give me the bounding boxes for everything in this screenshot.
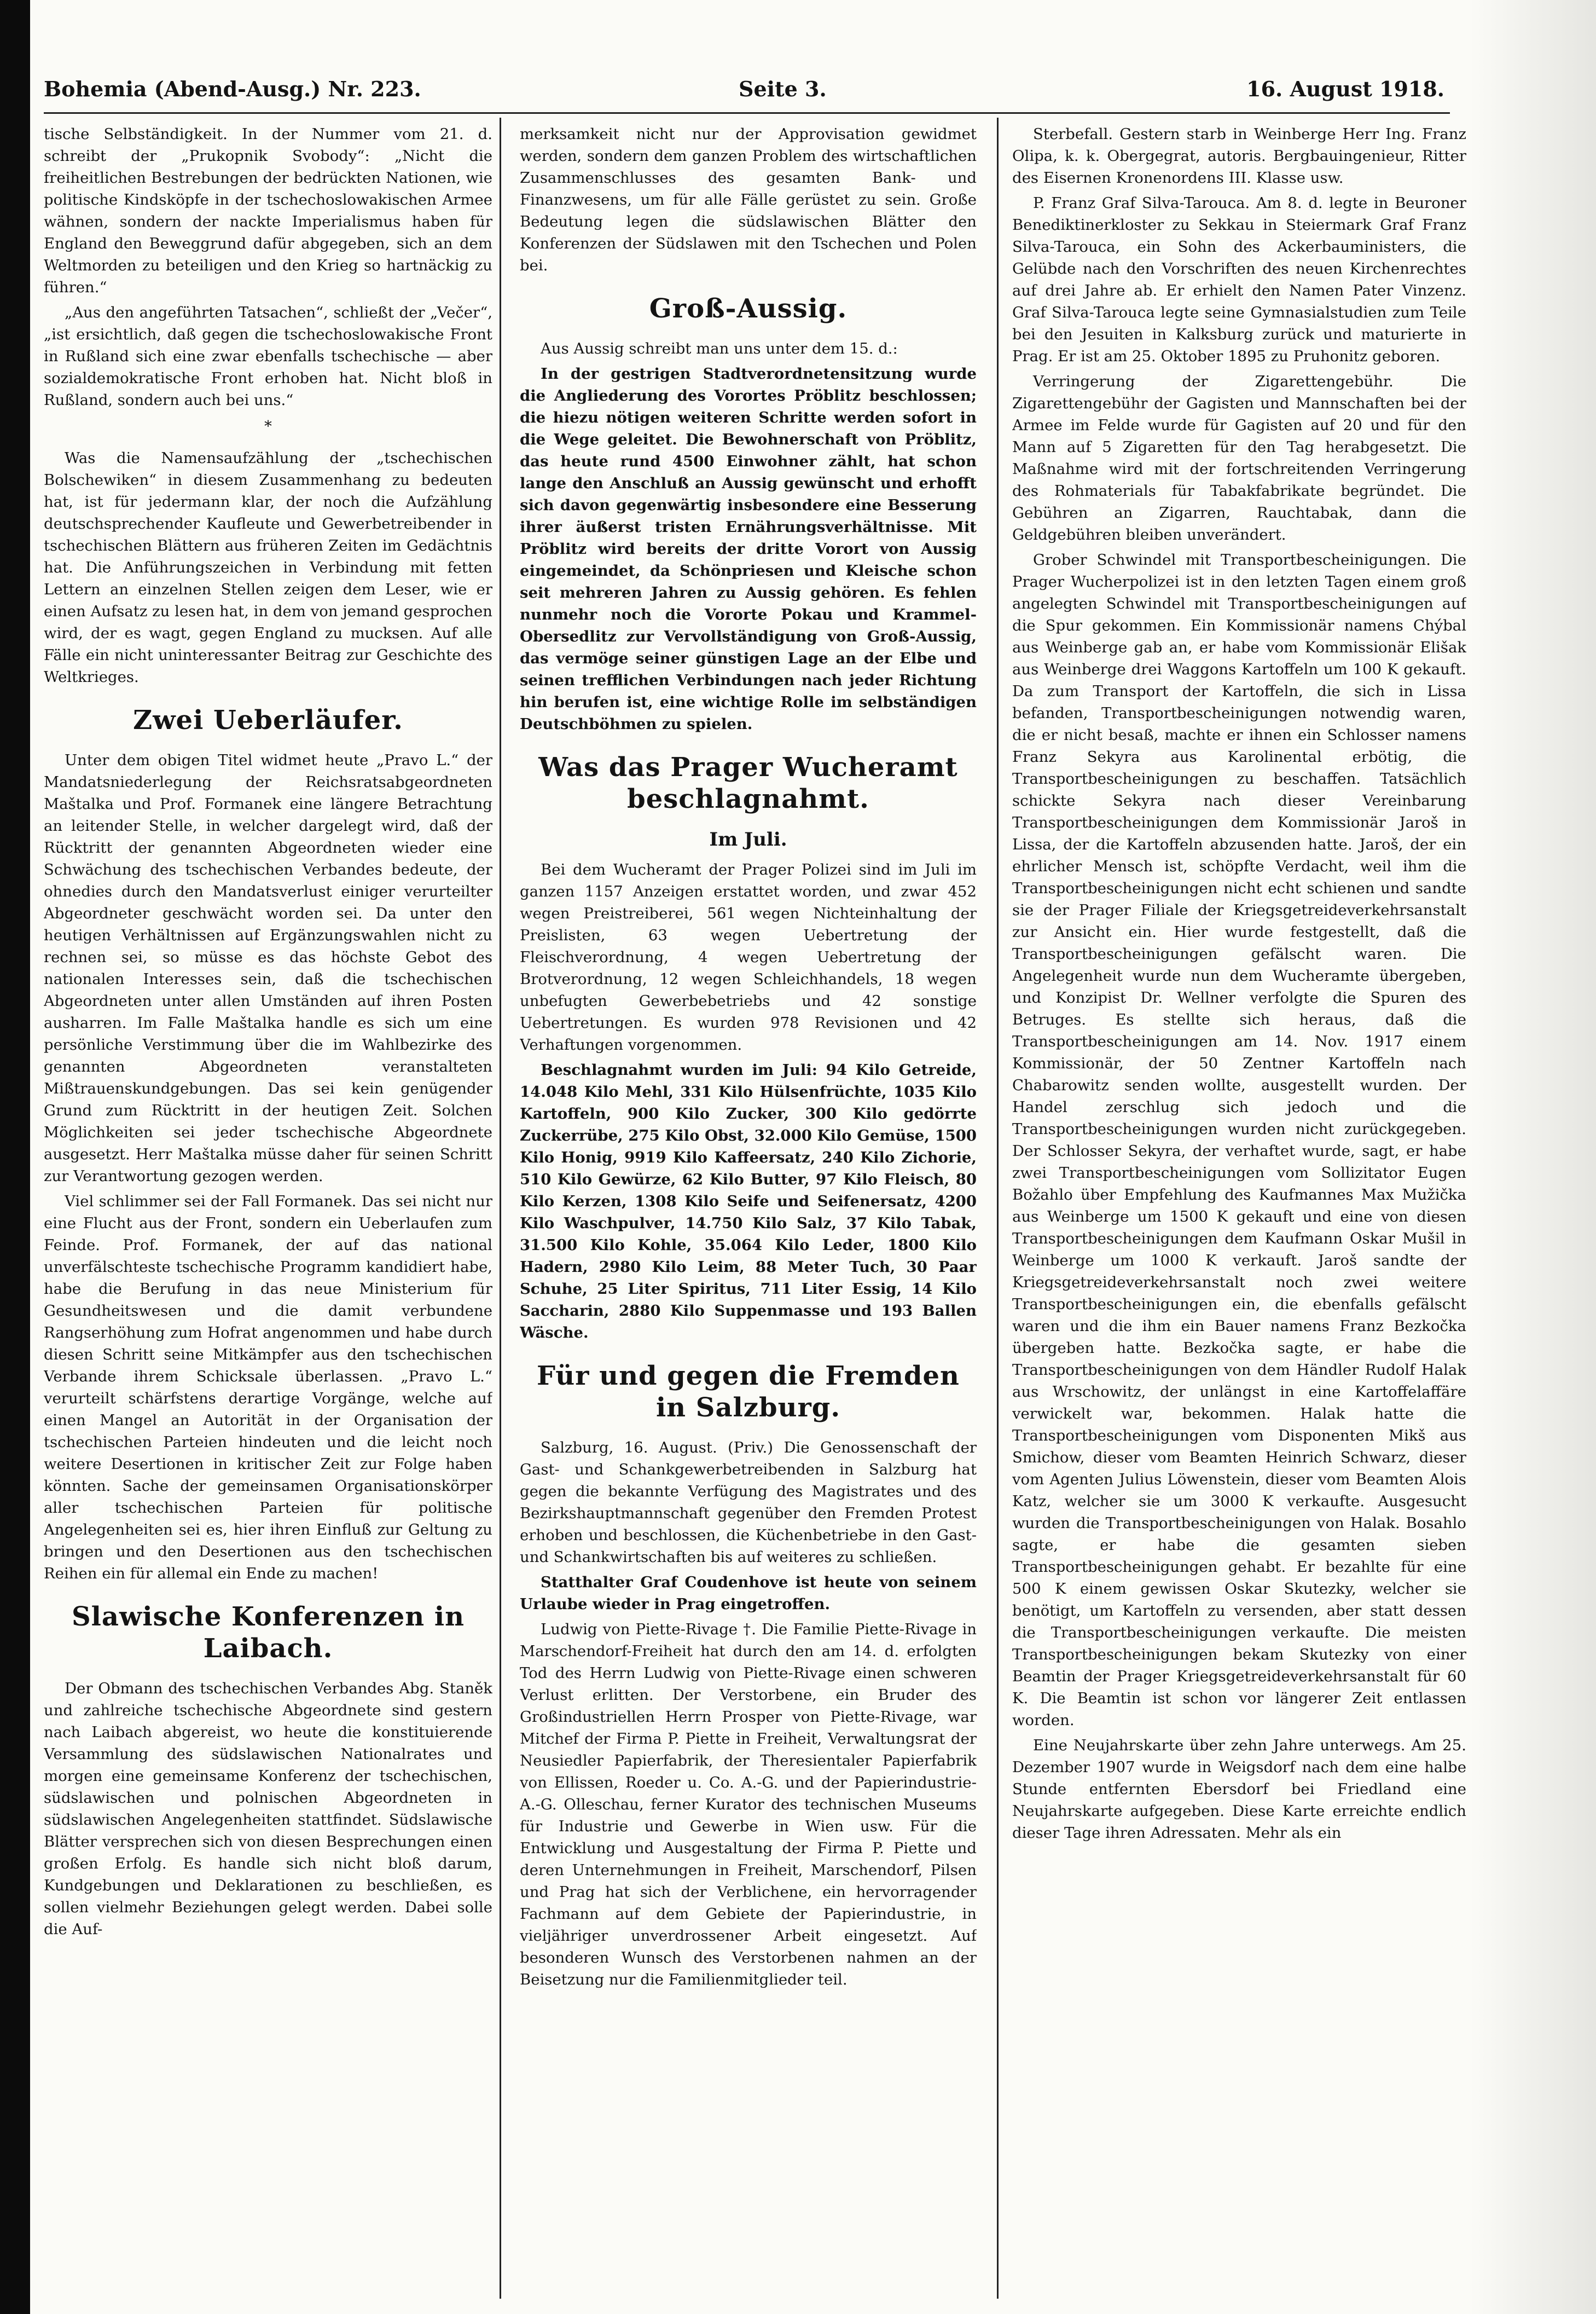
- article-text: Salzburg, 16. August. (Priv.) Die Genossenschaft der Gast- und Schankgewerbetreibenden in Salzburg hat gegen die bekannte Verfügung des Magistrates und des Bezirkshauptmannschaft gegenüber den Fremden Protest erhoben und beschlossen, die Küchenbetriebe in den Gast- und Schankwirtschaften bis auf weiteres zu schließen.: [520, 1439, 977, 1566]
- section-divider: *: [264, 418, 272, 435]
- headline-gross-aussig: Groß-Aussig.: [649, 293, 848, 324]
- header-page-number: Seite 3.: [739, 77, 827, 101]
- article-text: Verringerung der Zigarettengebühr. Die Zigarettengebühr der Gagisten und Mannschaften bei der Armee im Felde wurde für Gagisten auf 20 und für den Mann auf 5 Zigaretten für den Tag herabgesetzt. Die Maßnahme wird mit der fortschreitenden Verringerung des Rohmaterials für Tabakfabrikate begründet. Die Gebühren an Zigarren, Rauchtabak, dann die Geldgebühren bleiben unverändert.: [1012, 373, 1466, 543]
- column-rule-1: [500, 118, 501, 2299]
- article-text: Der Obmann des tschechischen Verbandes Abg. Staněk und zahlreiche tschechische Abgeordnete sind gestern nach Laibach abgereist, wo heute die konstituierende Versammlung des südslawischen Nationalrates und morgen eine gemeinsame Konferenz der tschechischen, südslawischen und polnischen Abgeordneten in südslawischen Angelegenheiten stattfindet. Südslawische Blätter versprechen sich von diesen Besprechungen einen großen Erfolg. Es handle sich nicht bloß darum, Kundgebungen und Deklarationen zu beschließen, es sollen vielmehr Beziehungen gelegt werden. Dabei solle die Auf-: [44, 1680, 492, 1938]
- column-2: [520, 123, 977, 2296]
- page-header: [44, 77, 1444, 109]
- article-text: Bei dem Wucheramt der Prager Polizei sind im Juli im ganzen 1157 Anzeigen erstattet worden, und zwar 452 wegen Preistreiberei, 561 wegen Nichteinhaltung der Preislisten, 63 wegen Uebertretung der Fleischverordnung, 4 wegen Uebertretung der Brotverordnung, 12 wegen Schleichhandels, 18 wegen unbefugten Gewerbebetriebs und 42 sonstige Uebertretungen. Es wurden 978 Revisionen und 42 Verhaftungen vorgenommen.: [520, 861, 977, 1054]
- header-date: 16. August 1918.: [1246, 77, 1444, 101]
- article-text: Unter dem obigen Titel widmet heute „Pravo L.“ der Mandatsniederlegung der Reichsratsabgeordneten Maštalka und Prof. Formanek eine längere Betrachtung an leitender Stelle, in welcher dargelegt wird, daß der Rücktritt der genannten Abgeordneten wieder eine Schwächung des tschechischen Verbandes bedeute, der ohnedies durch den Mandatsverlust einiger verurteilter Abgeordneter geschwächt worden sei. Da unter den heutigen Verhältnissen auf Ergänzungswahlen nicht zu rechnen sei, so müsse es das höchste Gebot des nationalen Interesses sein, daß die tschechischen Abgeordneten unter allen Umständen auf ihren Posten ausharren. Im Falle Maštalka handle es sich um eine persönliche Verstimmung über die im Wahlbezirke des genannten Abgeordneten veranstalteten Mißtrauenskundgebungen. Das sei kein genügender Grund zum Rücktritt in der heutigen Zeit. Solchen Möglichkeiten sei jeder tschechische Abgeordnete ausgesetzt. Herr Maštalka müsse daher für seinen Schritt zur Verantwortung gezogen werden.: [44, 751, 492, 1185]
- article-text: P. Franz Graf Silva-Tarouca. Am 8. d. legte in Beuroner Benediktinerkloster zu Sekkau in Steiermark Graf Franz Silva-Tarouca, ein Sohn des Ackerbauministers, die Gelübde nach den Vorschriften des neuen Kirchenrechtes auf drei Jahre ab. Er erhielt den Namen Pater Vinzenz. Graf Silva-Tarouca legte seine Gymnasialstudien zum Teile bei den Jesuiten in Kalksburg zurück und maturierte in Prag. Er ist am 25. Oktober 1895 zu Pruhonitz geboren.: [1012, 194, 1466, 365]
- headline-laibach: Slawische Konferenzen in Laibach.: [72, 1601, 465, 1664]
- subheadline-juli: Im Juli.: [709, 829, 787, 851]
- scan-border: [0, 0, 30, 2314]
- article-text: Sterbefall. Gestern starb in Weinberge Herr Ing. Franz Olipa, k. k. Obergegrat, autoris. Bergbauingenieur, Ritter des Eisernen Kronenordens III. Klasse usw.: [1012, 125, 1466, 187]
- scan-margin: [1470, 0, 1596, 2314]
- article-text: In der gestrigen Stadtverordnetensitzung wurde die Angliederung des Vorortes Pröblitz beschlossen; die hiezu nötigen weiteren Schritte werden sofort in die Wege geleitet. Die Bewohnerschaft von Pröblitz, das heute rund 4500 Einwohner zählt, hat schon lange den Anschluß an Aussig gewünscht und erhofft sich davon gegenwärtig insbesondere eine Besserung ihrer äußerst tristen Ernährungsverhältnisse. Mit Pröblitz wird bereits der dritte Vorort von Aussig eingemeindet, da Schönpriesen und Kleische schon seit mehreren Jahren zu Aussig gehören. Es fehlen nunmehr noch die Vororte Pokau und Krammel-Obersedlitz zur Vervollständigung von Groß-Aussig, das vermöge seiner günstigen Lage an der Elbe und seinen trefflichen Verbindungen nach jeder Richtung hin berufen ist, eine wichtige Rolle im selbständigen Deutschböhmen zu spielen.: [520, 365, 977, 733]
- article-text: Grober Schwindel mit Transportbescheinigungen. Die Prager Wucherpolizei ist in den letzten Tagen einem groß angelegten Schwindel mit Transportbescheinigungen auf die Spur gekommen. Ein Kommissionär namens Chýbal aus Weinberge gab an, er habe vom Kommissionär Elišak aus Weinberge drei Waggons Kartoffeln um 100 K gekauft. Da zum Transport der Kartoffeln, die sich in Lissa befanden, Transportbescheinigungen notwendig waren, die er nicht besaß, machte er ihnen ein Schlosser namens Franz Sekyra aus Karolinental erbötig, die Transportbescheinigungen zu beschaffen. Tatsächlich schickte Sekyra nach dieser Vereinbarung Transportbescheinigungen dem Kommissionär Jaroš in Lissa, der die Kartoffeln abzusenden hatte. Jaroš, der ein ehrlicher Mensch ist, schöpfte Verdacht, weil ihm die Transportbescheinigungen nicht echt schienen und sandte sie der Prager Filiale der Kriegsgetreideverkehrsanstalt zur Ansicht ein. Hier wurde festgestellt, daß die Transportbescheinigungen gefälscht waren. Die Angelegenheit wurde nun dem Wucheramte übergeben, und Konzipist Dr. Wellner verfolgte die Spuren des Betruges. Es stellte sich heraus, daß die Transportbescheinigungen am 14. Nov. 1917 einem Kommissionär, der 50 Zentner Kartoffeln nach Chabarowitz senden wollte, ausgestellt wurden. Der Handel zerschlug sich jedoch und die Transportbescheinigungen wurden nicht zurückgegeben. Der Schlosser Sekyra, der verhaftet wurde, sagt, er habe zwei Transportbescheinigungen vom Sollizitator Eugen Božahlo über Empfehlung des Kaufmannes Max Mužička aus Weinberge um 1500 K gekauft und eine von diesen Transportbescheinigungen dem Kaufmann Oskar Mušil in Weinberge um 1000 K verkauft. Jaroš sandte der Kriegsgetreideverkehrsanstalt noch zwei weitere Transportbescheinigungen ein, die ebenfalls gefälscht waren und die ihm ein Bauer namens Franz Bezkočka übergeben hatte. Bezkočka sagte, er habe die Transportbescheinigungen von dem Händler Rudolf Halak aus Wrschowitz, der unlängst in eine Kartoffelaffäre verwickelt war, bekommen. Halak hatte die Transportbescheinigungen vom Disponenten Mikš aus Smichow, dieser vom Beamten Heinrich Schwarz, dieser vom Agenten Julius Löwenstein, dieser vom Beamten Alois Katz, welcher sie um 3000 K verkaufte. Ausgesucht wurden die Transportbescheinigungen von Halak. Bosahlo sagte, er habe die gesamten sieben Transportbescheinigungen gehabt. Er bezahlte für eine 500 K einem gewissen Oskar Skutezky, welcher sie benötigt, um Kartoffeln zu versenden, aber statt dessen die Transportbescheinigungen verkaufte. Die meisten Transportbescheinigungen bekam Skutezky von einer Beamtin der Prager Kriegsgetreideverkehrsanstalt für 60 K. Die Beamtin ist schon vor längerer Zeit entlassen worden.: [1012, 551, 1466, 1729]
- article-text: „Aus den angeführten Tatsachen“, schließt der „Večer“, „ist ersichtlich, daß gegen die tschechoslowakische Front in Rußland sich eine zwar ebenfalls tschechische — aber sozialdemokratische Front erhoben hat. Nicht bloß in Rußland, sondern auch bei uns.“: [44, 304, 492, 409]
- header-masthead: Bohemia (Abend-Ausg.) Nr. 223.: [44, 77, 421, 101]
- headline-ueberlaeufer: Zwei Ueberläufer.: [133, 705, 403, 736]
- article-text: Eine Neujahrskarte über zehn Jahre unterwegs. Am 25. Dezember 1907 wurde in Weigsdorf nach dem eine halbe Stunde entfernten Ebersdorf bei Friedland eine Neujahrskarte aufgegeben. Diese Karte erreichte endlich dieser Tage ihren Adressaten. Mehr als ein: [1012, 1737, 1466, 1842]
- article-text: tische Selbständigkeit. In der Nummer vom 21. d. schreibt der „Prukopnik Svobody“: „Nicht die freiheitlichen Bestrebungen der bedrückten Nationen, wie politische Kindsköpfe in der tschechoslowakischen Armee wähnen, sondern der nackte Imperialismus haben für England den Beweggrund dafür abgegeben, sich an dem Weltmorden zu beteiligen und den Krieg so hartnäckig zu führen.“: [44, 125, 492, 296]
- column-1: [44, 123, 492, 2296]
- column-rule-2: [997, 118, 999, 2299]
- article-text: Statthalter Graf Coudenhove ist heute von seinem Urlaube wieder in Prag eingetroffen.: [520, 1573, 977, 1613]
- article-text: Aus Aussig schreibt man uns unter dem 15. d.:: [541, 340, 898, 357]
- article-text: Beschlagnahmt wurden im Juli: 94 Kilo Getreide, 14.048 Kilo Mehl, 331 Kilo Hülsenfrüchte, 1035 Kilo Kartoffeln, 900 Kilo Zucker, 300 Kilo gedörrte Zuckerrübe, 275 Kilo Obst, 32.000 Kilo Gemüse, 1500 Kilo Honig, 9919 Kilo Kaffeersatz, 240 Kilo Zichorie, 510 Kilo Gewürze, 62 Kilo Butter, 97 Kilo Fleisch, 80 Kilo Kerzen, 1308 Kilo Seife und Seifenersatz, 4200 Kilo Waschpulver, 14.750 Kilo Salz, 37 Kilo Tabak, 31.500 Kilo Kohle, 35.064 Kilo Leder, 1800 Kilo Hadern, 2980 Kilo Leim, 88 Meter Tuch, 30 Paar Schuhe, 25 Liter Spiritus, 711 Liter Essig, 14 Kilo Saccharin, 2880 Kilo Suppenmasse und 193 Ballen Wäsche.: [520, 1061, 977, 1341]
- headline-wucheramt: Was das Prager Wucheramt beschlagnahmt.: [538, 752, 958, 814]
- header-rule: [44, 112, 1450, 114]
- article-text: merksamkeit nicht nur der Approvisation gewidmet werden, sondern dem ganzen Problem des wirtschaftlichen Zusammenschlusses des gesamten Bank- und Finanzwesens, um für alle Fälle gerüstet zu sein. Große Bedeutung legen die südslawischen Blätter den Konferenzen der Südslawen mit den Tschechen und Polen bei.: [520, 125, 977, 274]
- article-text: Was die Namensaufzählung der „tschechischen Bolschewiken“ in diesem Zusammenhang zu bedeuten hat, ist für jedermann klar, der noch die Aufzählung deutschsprechender Kaufleute und Gewerbetreibender in tschechischen Blättern aus früheren Zeiten im Gedächtnis hat. Die Anführungszeichen in Verbindung mit fetten Lettern an einzelnen Stellen zeigen dem Leser, wie er einen Aufsatz zu lesen hat, in dem von jemand gesprochen wird, der es wagt, gegen England zu mucksen. Auf alle Fälle ein nicht uninteressanter Beitrag zur Geschichte des Weltkrieges.: [44, 449, 492, 686]
- article-text: Viel schlimmer sei der Fall Formanek. Das sei nicht nur eine Flucht aus der Front, sondern ein Ueberlaufen zum Feinde. Prof. Formanek, der auf das national unverfälschteste tschechische Programm kandidiert habe, habe die Berufung in das neue Ministerium für Gesundheitswesen und die damit verbundene Rangserhöhung zum Hofrat angenommen und habe durch diesen Schritt seine Mitkämpfer aus den tschechischen Verbande ihrem Schicksale überlassen. „Pravo L.“ verurteilt schärfstens derartige Vorgänge, welche auf einen Mangel an Autorität in der Organisation der tschechischen Parteien hindeuten und die leicht noch weitere Desertionen in kritischer Zeit zur Folge haben könnten. Sache der gemeinsamen Organisationskörper aller tschechischen Parteien für politische Angelegenheiten sei es, hier ihren Einfluß zur Geltung zu bringen und den Desertionen aus den tschechischen Reihen ein für allemal ein Ende zu machen!: [44, 1193, 492, 1582]
- headline-salzburg: Für und gegen die Fremden in Salzburg.: [537, 1361, 960, 1423]
- column-3: [1012, 123, 1466, 2296]
- article-text: Ludwig von Piette-Rivage †. Die Familie Piette-Rivage in Marschendorf-Freiheit hat durch den am 14. d. erfolgten Tod des Herrn Ludwig von Piette-Rivage einen schweren Verlust erlitten. Der Verstorbene, ein Bruder des Großindustriellen Herrn Prosper von Piette-Rivage, war Mitchef der Firma P. Piette in Freiheit, Verwaltungsrat der Neusiedler Papierfabrik, der Theresientaler Papierfabrik von Ellissen, Roeder u. Co. A.-G. und der Papierindustrie-A.-G. Olleschau, ferner Kurator des technischen Museums für Industrie und Gewerbe in Wien usw. Für die Entwicklung und Ausgestaltung der Firma P. Piette und deren Unternehmungen in Freiheit, Marschendorf, Pilsen und Prag hat sich der Verblichene, ein hervorragender Fachmann auf dem Gebiete der Papierindustrie, in vieljähriger unverdrossener Arbeit eingesetzt. Auf besonderen Wunsch des Verstorbenen nahmen an der Beisetzung nur die Familienmitglieder teil.: [520, 1621, 977, 1988]
